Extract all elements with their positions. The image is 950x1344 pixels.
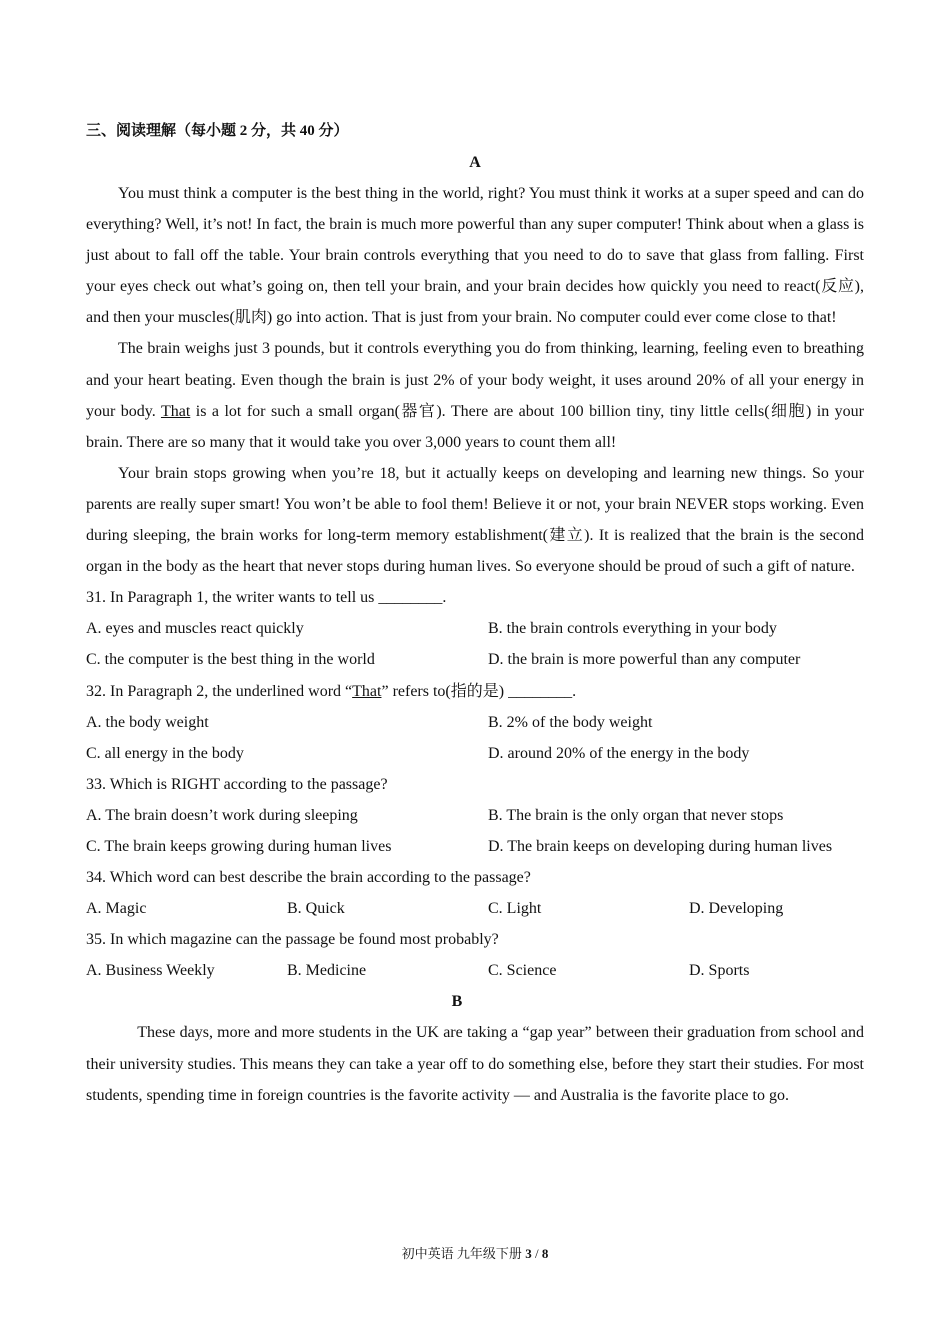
passage-a-paragraph-2 xyxy=(86,333,864,457)
question-33-option-b: B. The brain is the only organ that never stops xyxy=(488,806,784,824)
section-title: 三、阅读理解（每小题 2 分，共 40 分） xyxy=(86,123,349,139)
exam-page xyxy=(86,116,864,1111)
question-35-stem: 35. In which magazine can the passage be found most probably? xyxy=(86,931,499,949)
question-35-options xyxy=(86,955,864,986)
question-31-options-row-1 xyxy=(86,613,864,644)
question-32-stem-before: 32. In Paragraph 2, the underlined word “ xyxy=(86,682,353,700)
passage-b-paragraph-1: These days, more and more students in the UK are taking a “gap year” between their graduation from school and their university studies. This means they can take a year off to do something else, before they start their studies. For most students, spending time in foreign countries is the favorite activity — and Australia is the favorite place to go. xyxy=(86,1024,864,1104)
question-32-options-row-2 xyxy=(86,738,864,769)
question-32-stem-after: ” refers to(指的是) ________. xyxy=(381,682,577,700)
page-footer xyxy=(0,1244,950,1264)
question-32-option-b: B. 2% of the body weight xyxy=(488,713,653,731)
question-34-option-a: A. Magic xyxy=(86,900,147,918)
question-33-option-d: D. The brain keeps on developing during human lives xyxy=(488,837,833,855)
question-34-options xyxy=(86,893,864,924)
question-32-option-d: D. around 20% of the energy in the body xyxy=(488,744,750,762)
passage-a-paragraph-3: Your brain stops growing when you’re 18, but it actually keeps on developing and learning new things. So your parents are really super smart! You won’t be able to fool them! Believe it or not, your brain NEVER stops working. Even during sleeping, the brain works for long-term memory establishment(建立). It is realized that the brain is the second organ in the body as the heart that never stops during human lives. So everyone should be proud of such a gift of nature. xyxy=(86,464,864,576)
question-31-stem: 31. In Paragraph 1, the writer wants to tell us ________. xyxy=(86,589,447,607)
footer-course: 初中英语 九年级下册 xyxy=(401,1246,526,1261)
question-35-option-d: D. Sports xyxy=(689,962,750,980)
question-31-option-b: B. the brain controls everything in your body xyxy=(488,620,777,638)
question-31-option-c: C. the computer is the best thing in the world xyxy=(86,651,375,669)
question-33-options-row-2 xyxy=(86,831,864,862)
passage-b-label: B xyxy=(451,993,463,1011)
question-31-option-a: A. eyes and muscles react quickly xyxy=(86,620,304,638)
question-32-option-c: C. all energy in the body xyxy=(86,744,244,762)
paragraph-2-text-after: is a lot for such a small organ(器官). There are about 100 billion tiny, tiny little cells(细胞) in your brain. There are so many that it would take you over 3,000 years to count them all! xyxy=(86,402,864,451)
passage-a-paragraph-1: You must think a computer is the best thing in the world, right? You must think it works at a super speed and can do everything? Well, it’s not! In fact, the brain is much more powerful than any super computer! Think about when a glass is just about to fall off the table. Your brain controls everything that you need to do to save that glass from falling. First your eyes check out what’s going on, then tell your brain, and your brain decides how quickly you need to react(反应), and then your muscles(肌肉) go into action. That is just from your brain. No computer could ever come close to that! xyxy=(86,185,864,327)
question-31-options-row-2 xyxy=(86,644,864,675)
passage-a-label: A xyxy=(469,154,481,171)
underlined-word-that: That xyxy=(160,402,191,420)
question-32-options-row-1 xyxy=(86,707,864,738)
question-32-option-a: A. the body weight xyxy=(86,713,209,731)
question-33-option-c: C. The brain keeps growing during human lives xyxy=(86,837,392,855)
question-35-option-a: A. Business Weekly xyxy=(86,962,215,980)
question-32-stem xyxy=(86,676,864,707)
question-34-option-d: D. Developing xyxy=(689,900,784,918)
question-34-option-c: C. Light xyxy=(488,900,542,918)
question-33-stem: 33. Which is RIGHT according to the passage? xyxy=(86,775,388,793)
question-34-option-b: B. Quick xyxy=(287,900,345,918)
footer-total-pages: 8 xyxy=(541,1246,549,1261)
question-35-option-c: C. Science xyxy=(488,962,557,980)
question-35-option-b: B. Medicine xyxy=(287,962,367,980)
question-32-underlined-word: That xyxy=(352,682,382,700)
question-31-option-d: D. the brain is more powerful than any computer xyxy=(488,651,801,669)
footer-separator: / xyxy=(531,1246,542,1261)
question-34-stem: 34. Which word can best describe the brain according to the passage? xyxy=(86,869,531,887)
footer-page-number: 3 xyxy=(525,1246,532,1261)
paragraph-2-text-before: The brain weighs just 3 pounds, but it controls everything you do from thinking, learning, feeling even to breathing and your heart beating. Even though the brain is just 2% of your body weight, it uses around 20% of all your energy in your body. xyxy=(86,340,864,420)
question-33-option-a: A. The brain doesn’t work during sleeping xyxy=(86,806,358,824)
question-33-options-row-1 xyxy=(86,800,864,831)
